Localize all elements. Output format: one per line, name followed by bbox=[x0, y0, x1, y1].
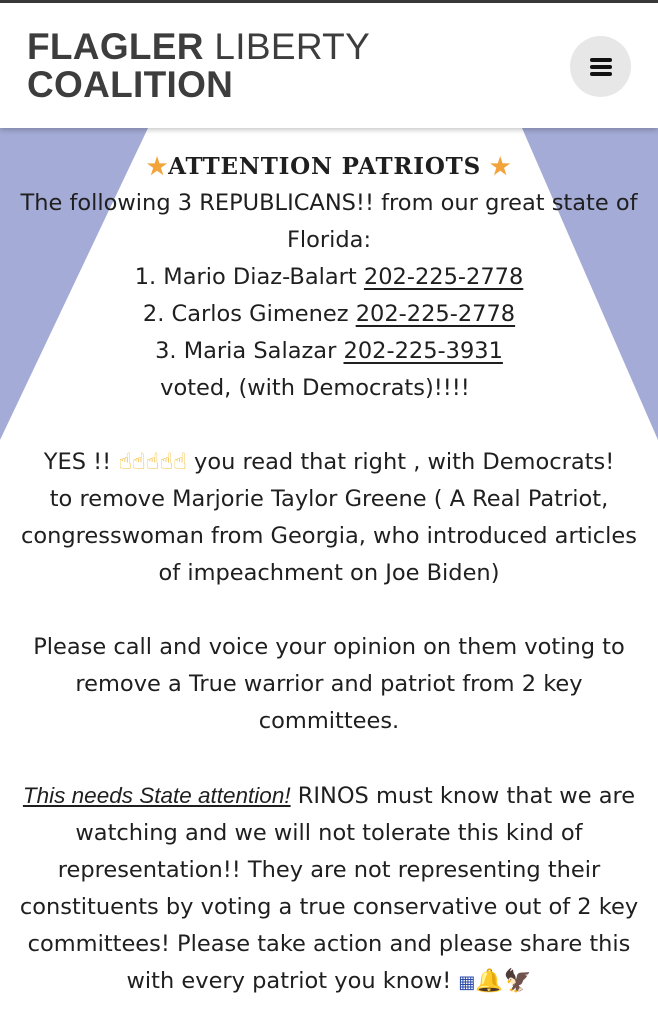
intro-text: The following 3 REPUBLICANS!! from our great state of Florida: bbox=[20, 190, 638, 253]
logo-word-coalition: COALITION bbox=[27, 64, 234, 105]
rep-name: 1. Mario Diaz-Balart bbox=[134, 264, 357, 290]
post-title: ★ATTENTION PATRIOTS ★ bbox=[146, 153, 512, 180]
phone-link[interactable]: 202-225-2778 bbox=[363, 264, 524, 290]
pointing-hand-icon: ☝☝☝☝☝ bbox=[118, 449, 187, 475]
rep-item bbox=[14, 296, 644, 333]
phone-link[interactable]: 202-225-3931 bbox=[343, 338, 503, 364]
call-text: Please call and voice your opinion on them voting to remove a True warrior and patriot from 2 key committees. bbox=[33, 634, 625, 734]
needs-attention-link[interactable]: This needs State attention! bbox=[22, 783, 291, 808]
star-icon: ★ bbox=[489, 153, 512, 180]
rep-name: 3. Maria Salazar bbox=[155, 338, 337, 364]
post-body bbox=[14, 148, 644, 1001]
voted-text: voted, (with Democrats)!!!! bbox=[160, 375, 470, 401]
logo-word-liberty: LIBERTY bbox=[214, 26, 371, 67]
rinos-paragraph bbox=[14, 777, 644, 1001]
us-flag-icon: ▦ bbox=[458, 972, 476, 993]
remove-text: to remove Marjorie Taylor Greene ( A Real Patriot, congresswoman from Georgia, who introduced articles of impeachment on Joe Biden) bbox=[21, 486, 637, 586]
rep-item bbox=[14, 333, 644, 370]
paragraph-gap bbox=[14, 407, 644, 444]
star-icon: ★ bbox=[146, 153, 169, 180]
yes-text: YES !! bbox=[43, 449, 112, 475]
hamburger-menu-button[interactable] bbox=[570, 36, 631, 97]
site-logo[interactable] bbox=[27, 28, 370, 104]
eagle-icon: 🦅 bbox=[503, 968, 532, 994]
paragraph-gap bbox=[14, 740, 644, 777]
bell-icon: 🔔 bbox=[475, 968, 504, 994]
yes-paragraph bbox=[14, 444, 644, 481]
rep-name: 2. Carlos Gimenez bbox=[142, 301, 349, 327]
paragraph-gap bbox=[14, 592, 644, 629]
hamburger-menu-icon-bar bbox=[590, 72, 612, 76]
logo-word-flagler: FLAGLER bbox=[27, 26, 204, 67]
phone-link[interactable]: 202-225-2778 bbox=[355, 301, 516, 327]
rinos-text: RINOS must know that we are watching and we will not tolerate this kind of representation!! They are not representing their constituents by voting a true conservative out of 2 key committees! Please take action and please share this with every patriot you know! bbox=[19, 783, 639, 994]
read-right-text: you read that right , with Democrats! bbox=[194, 449, 615, 475]
hamburger-menu-icon-bar bbox=[590, 65, 612, 69]
post-content-area bbox=[0, 128, 658, 1024]
hamburger-menu-icon bbox=[590, 58, 612, 62]
site-header bbox=[0, 3, 658, 128]
rep-item bbox=[14, 259, 644, 296]
